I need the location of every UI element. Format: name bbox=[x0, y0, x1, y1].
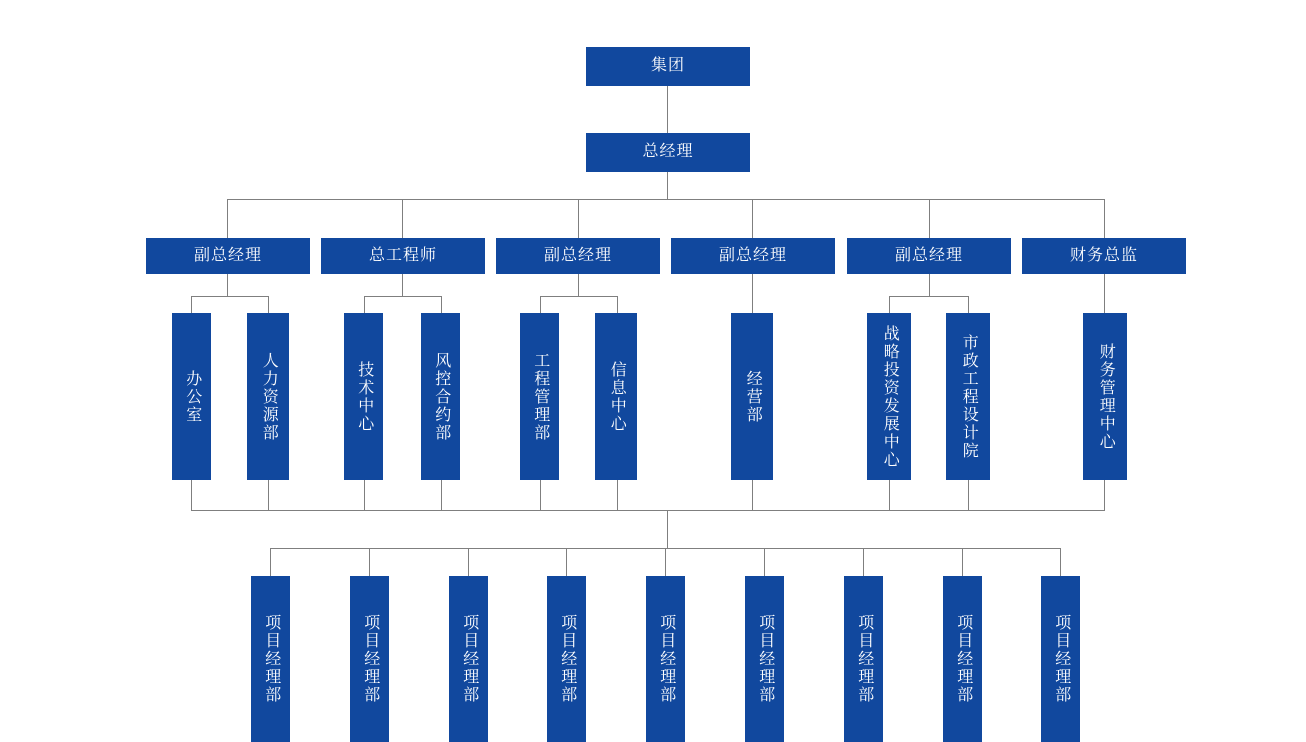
connector-drop-l3-3 bbox=[578, 199, 579, 238]
connector-aggregate-stem bbox=[667, 510, 668, 548]
connector-l4-10-down bbox=[1104, 480, 1105, 510]
org-node-risk-contract-department[interactable]: 风控合约部 bbox=[421, 313, 460, 480]
org-node-finance-management-center[interactable]: 财务管理中心 bbox=[1083, 313, 1127, 480]
org-node-project-department-1[interactable]: 项目经理部 bbox=[251, 576, 290, 742]
connector-drop-project-5 bbox=[665, 548, 666, 576]
org-node-technology-center[interactable]: 技术中心 bbox=[344, 313, 383, 480]
org-node-hr-department[interactable]: 人力资源部 bbox=[247, 313, 289, 480]
connector-drop-l4-8 bbox=[889, 296, 890, 313]
connector-drop-l3-6 bbox=[1104, 199, 1105, 238]
org-node-project-department-4[interactable]: 项目经理部 bbox=[547, 576, 586, 742]
connector-l4-4-down bbox=[441, 480, 442, 510]
org-node-project-department-7[interactable]: 项目经理部 bbox=[844, 576, 883, 742]
connector-stem-l3-4 bbox=[752, 274, 753, 313]
connector-drop-l4-9 bbox=[968, 296, 969, 313]
org-node-strategic-investment-center[interactable]: 战略投资发展中心 bbox=[867, 313, 911, 480]
org-node-deputy-gm-1[interactable]: 副总经理 bbox=[146, 238, 310, 274]
connector-gm-stem bbox=[667, 172, 668, 199]
org-node-project-department-5[interactable]: 项目经理部 bbox=[646, 576, 685, 742]
connector-drop-project-4 bbox=[566, 548, 567, 576]
org-node-deputy-gm-2[interactable]: 副总经理 bbox=[496, 238, 660, 274]
connector-drop-project-2 bbox=[369, 548, 370, 576]
org-node-group[interactable]: 集团 bbox=[586, 47, 750, 86]
org-node-deputy-gm-3[interactable]: 副总经理 bbox=[671, 238, 835, 274]
org-node-project-department-3[interactable]: 项目经理部 bbox=[449, 576, 488, 742]
connector-l4-3-down bbox=[364, 480, 365, 510]
org-node-project-department-6[interactable]: 项目经理部 bbox=[745, 576, 784, 742]
connector-drop-project-9 bbox=[1060, 548, 1061, 576]
connector-stem-l3-6 bbox=[1104, 274, 1105, 313]
connector-drop-l4-2 bbox=[268, 296, 269, 313]
org-node-cfo[interactable]: 财务总监 bbox=[1022, 238, 1186, 274]
org-node-deputy-gm-4[interactable]: 副总经理 bbox=[847, 238, 1011, 274]
org-node-project-department-2[interactable]: 项目经理部 bbox=[350, 576, 389, 742]
org-node-chief-engineer[interactable]: 总工程师 bbox=[321, 238, 485, 274]
connector-drop-project-7 bbox=[863, 548, 864, 576]
connector-bus-l3-3 bbox=[540, 296, 617, 297]
connector-drop-l3-5 bbox=[929, 199, 930, 238]
connector-l4-2-down bbox=[268, 480, 269, 510]
connector-bus-l3-5 bbox=[889, 296, 968, 297]
connector-l4-1-down bbox=[191, 480, 192, 510]
connector-l4-7-down bbox=[752, 480, 753, 510]
connector-stem-l3-2 bbox=[402, 274, 403, 296]
org-node-project-department-8[interactable]: 项目经理部 bbox=[943, 576, 982, 742]
connector-drop-project-6 bbox=[764, 548, 765, 576]
connector-drop-l3-1 bbox=[227, 199, 228, 238]
org-node-operations-department[interactable]: 经营部 bbox=[731, 313, 773, 480]
connector-drop-l4-1 bbox=[191, 296, 192, 313]
connector-drop-project-1 bbox=[270, 548, 271, 576]
connector-drop-l4-3 bbox=[364, 296, 365, 313]
connector-stem-l3-1 bbox=[227, 274, 228, 296]
connector-aggregate-bus bbox=[191, 510, 1105, 511]
org-node-general-manager[interactable]: 总经理 bbox=[586, 133, 750, 172]
connector-group-to-gm bbox=[667, 86, 668, 133]
connector-drop-l4-5 bbox=[540, 296, 541, 313]
org-node-project-department-9[interactable]: 项目经理部 bbox=[1041, 576, 1080, 742]
connector-bus-l3-2 bbox=[364, 296, 441, 297]
connector-drop-project-8 bbox=[962, 548, 963, 576]
connector-drop-l3-4 bbox=[752, 199, 753, 238]
org-node-information-center[interactable]: 信息中心 bbox=[595, 313, 637, 480]
org-node-municipal-design-institute[interactable]: 市政工程设计院 bbox=[946, 313, 990, 480]
connector-bus-l3-1 bbox=[191, 296, 268, 297]
connector-level3-bus bbox=[227, 199, 1105, 200]
connector-l4-6-down bbox=[617, 480, 618, 510]
org-node-engineering-management-department[interactable]: 工程管理部 bbox=[520, 313, 559, 480]
connector-stem-l3-3 bbox=[578, 274, 579, 296]
org-node-office[interactable]: 办公室 bbox=[172, 313, 211, 480]
connector-drop-l3-2 bbox=[402, 199, 403, 238]
connector-l4-9-down bbox=[968, 480, 969, 510]
connector-drop-project-3 bbox=[468, 548, 469, 576]
connector-stem-l3-5 bbox=[929, 274, 930, 296]
connector-drop-l4-6 bbox=[617, 296, 618, 313]
connector-drop-l4-4 bbox=[441, 296, 442, 313]
connector-l4-5-down bbox=[540, 480, 541, 510]
connector-l4-8-down bbox=[889, 480, 890, 510]
